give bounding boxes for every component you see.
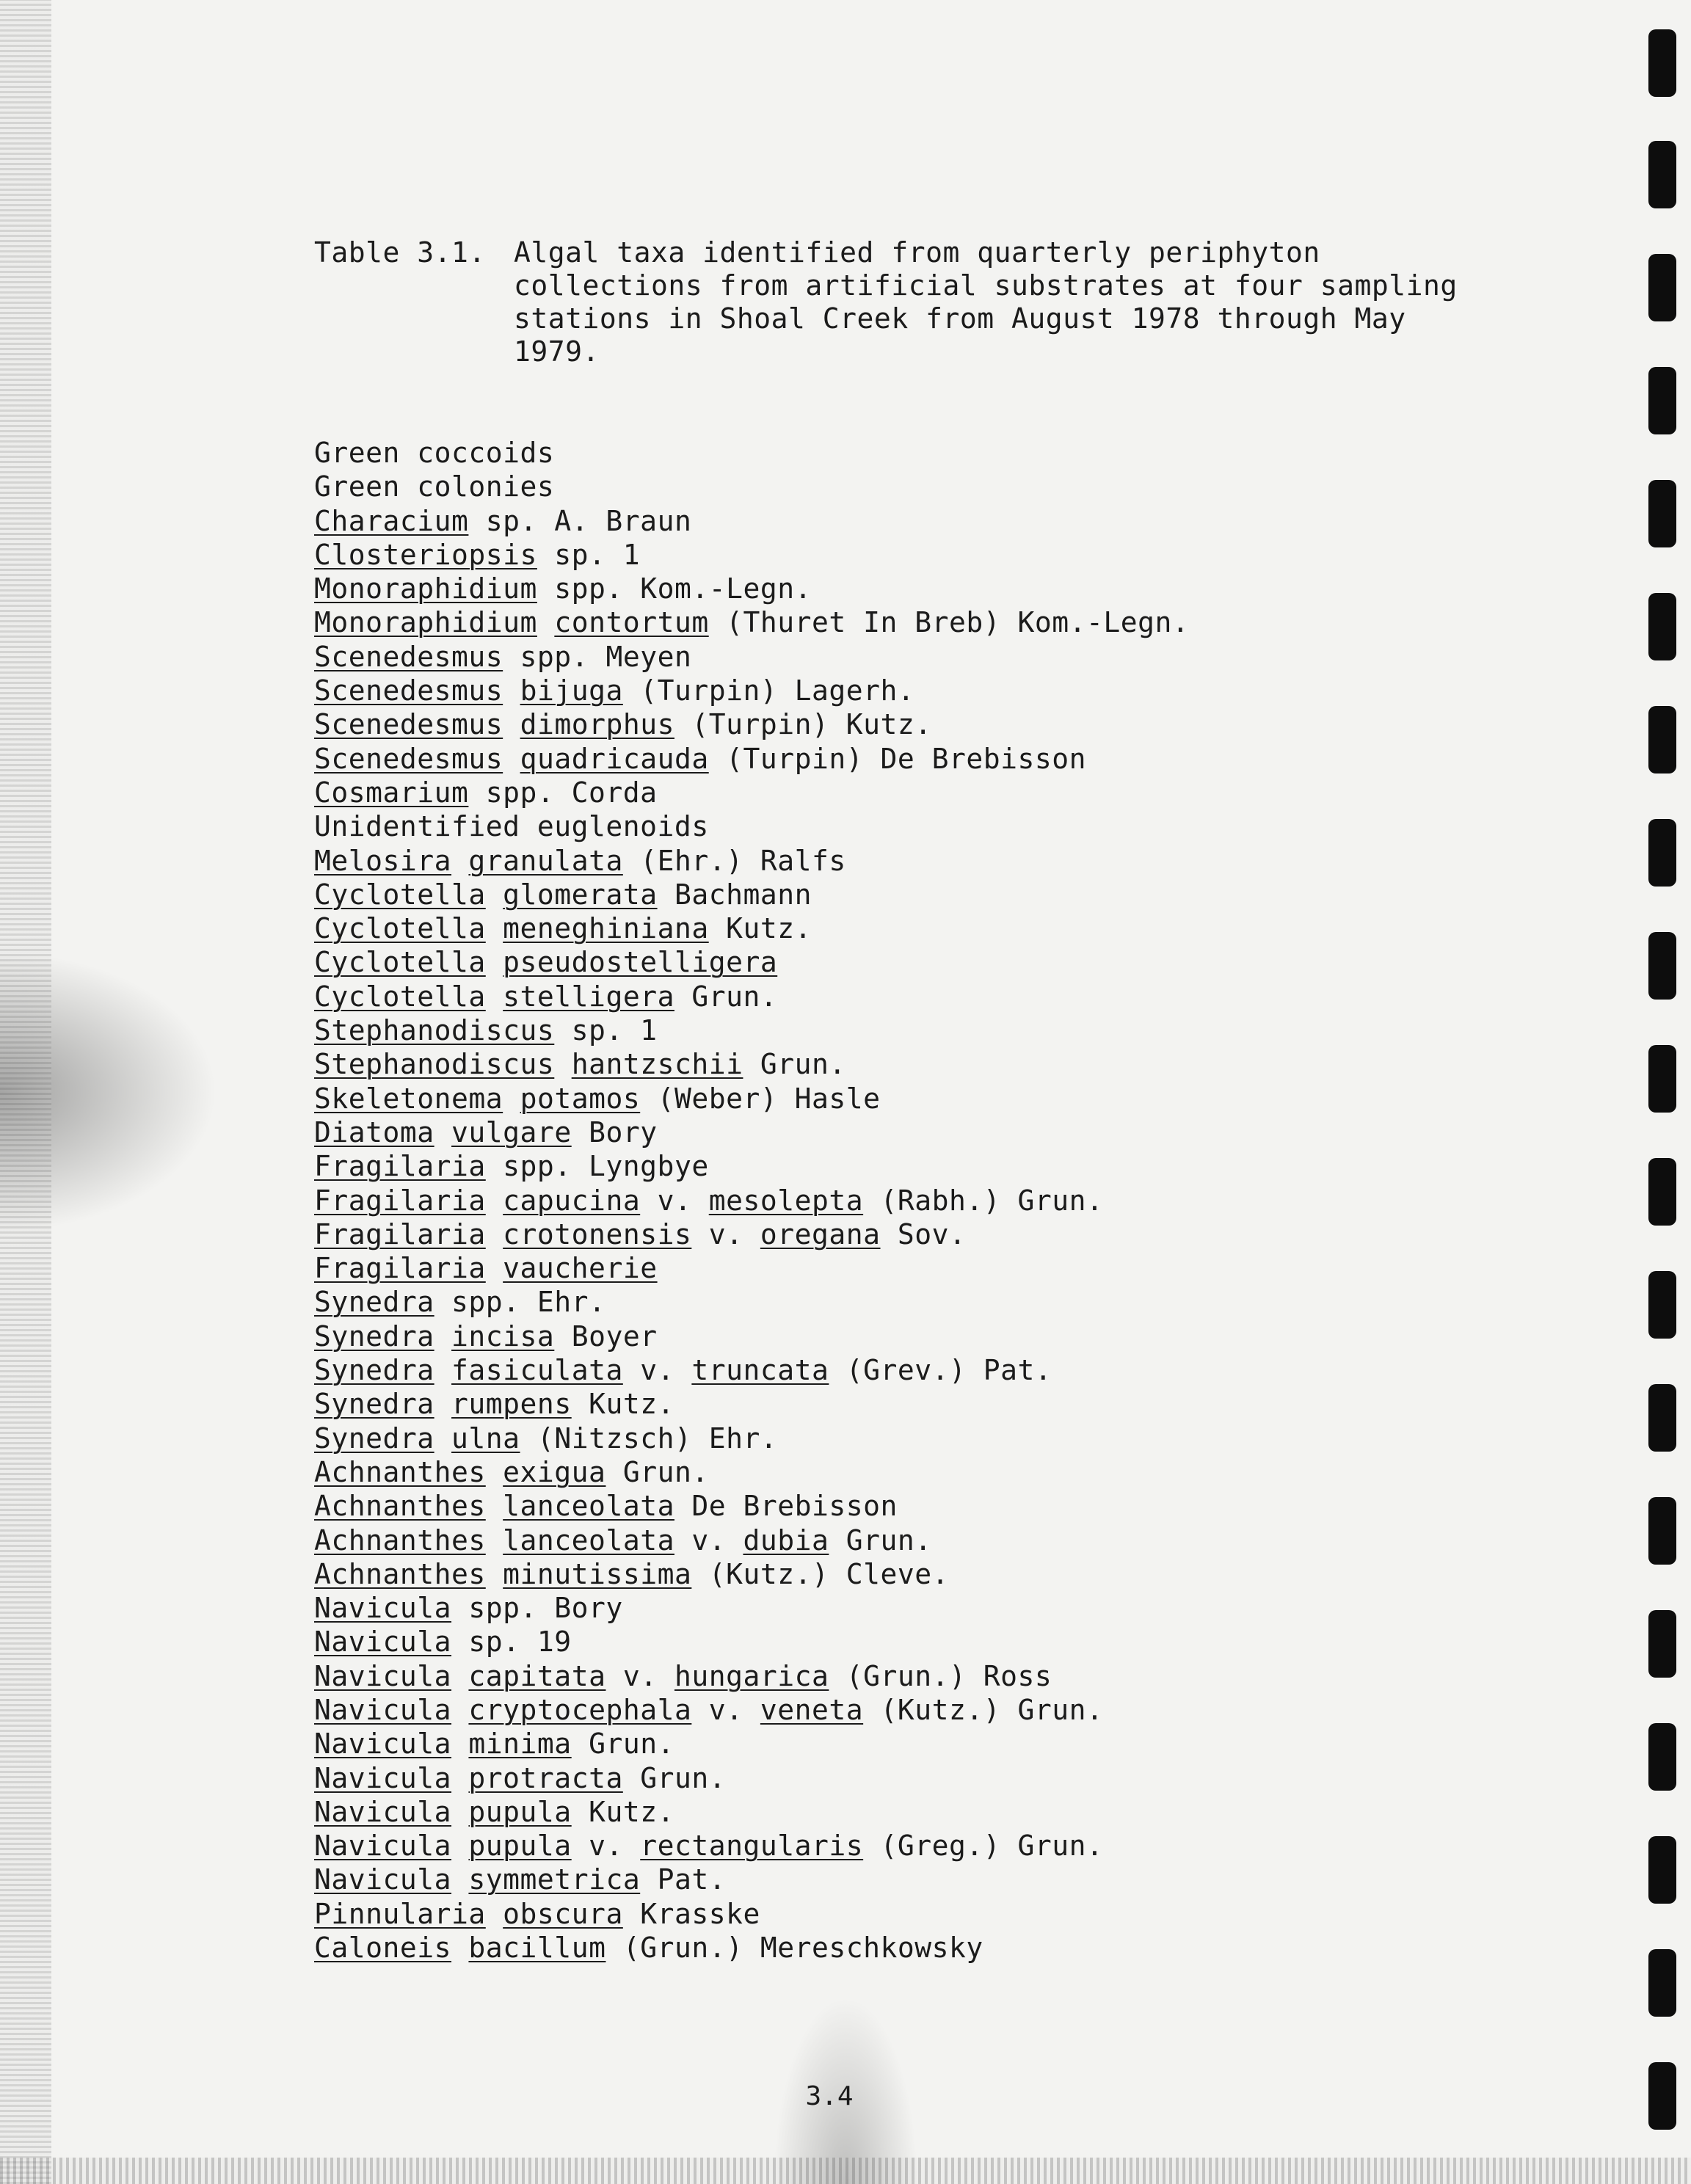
taxon-text	[503, 743, 520, 775]
taxon-entry	[314, 1149, 1562, 1183]
punch-hole	[1648, 1158, 1676, 1226]
taxon-name-underlined: vulgare	[451, 1115, 572, 1149]
taxon-text: Unidentified euglenoids	[314, 810, 709, 843]
taxon-text: (Kutz.) Grun.	[863, 1693, 1104, 1726]
taxon-text: (Turpin) De Brebisson	[708, 742, 1087, 775]
taxon-name-underlined: Achnanthes	[314, 1557, 486, 1590]
taxon-text: spp. Meyen	[503, 640, 692, 673]
taxon-text	[486, 946, 503, 978]
taxon-name-underlined: contortum	[554, 606, 709, 639]
taxon-text: spp. Corda	[468, 776, 658, 809]
punch-hole	[1648, 1836, 1676, 1904]
taxon-name-underlined: mesolepta	[708, 1184, 864, 1217]
taxon-name-underlined: pseudostelligera	[503, 946, 778, 979]
taxon-text	[434, 1422, 451, 1455]
punch-hole	[1648, 254, 1676, 321]
taxon-entry	[314, 911, 1562, 945]
punch-hole	[1648, 1497, 1676, 1565]
taxon-name-underlined: dubia	[743, 1524, 829, 1557]
taxon-entry	[314, 1422, 1562, 1455]
taxon-text: (Grun.) Ross	[829, 1659, 1052, 1692]
taxon-text	[486, 1218, 503, 1251]
taxon-text	[486, 1558, 503, 1590]
taxon-name-underlined: Scenedesmus	[314, 742, 503, 775]
table-caption-label: Table 3.1.	[314, 236, 486, 269]
taxon-name-underlined: symmetrica	[468, 1863, 641, 1896]
taxon-text: Krasske	[622, 1897, 760, 1930]
taxon-entry	[314, 1285, 1562, 1319]
taxon-text	[486, 1898, 503, 1930]
taxon-text: Grun.	[571, 1728, 674, 1761]
taxon-name-underlined: Melosira	[314, 844, 452, 877]
taxon-text	[451, 1932, 468, 1964]
taxon-text	[451, 1660, 468, 1692]
taxon-name-underlined: Cyclotella	[314, 980, 486, 1013]
taxon-text	[434, 1388, 451, 1420]
taxon-name-underlined: fasiculata	[451, 1354, 623, 1387]
taxon-name-underlined: Synedra	[314, 1388, 434, 1421]
taxon-text: (Kutz.) Cleve.	[691, 1557, 950, 1590]
taxon-text: Grun.	[606, 1455, 709, 1488]
taxon-text	[434, 1354, 451, 1386]
taxon-name-underlined: dimorphus	[520, 708, 674, 741]
taxon-text	[451, 1694, 468, 1726]
taxon-entry	[314, 1489, 1562, 1523]
taxon-entry	[314, 640, 1562, 674]
taxon-entry	[314, 1251, 1562, 1285]
taxon-name-underlined: Skeletonema	[314, 1082, 503, 1115]
taxon-entry	[314, 776, 1562, 809]
taxon-name-underlined: protracta	[468, 1761, 623, 1794]
taxon-entry	[314, 878, 1562, 911]
taxon-name-underlined: Navicula	[314, 1795, 452, 1828]
taxon-name-underlined: Navicula	[314, 1863, 452, 1896]
page-number: 3.4	[805, 2081, 854, 2111]
taxon-text: v.	[674, 1524, 743, 1557]
taxon-name-underlined: Monoraphidium	[314, 572, 537, 605]
taxon-text: Kutz.	[571, 1388, 674, 1421]
taxon-text: Grun.	[829, 1524, 932, 1557]
taxon-text	[451, 845, 468, 877]
taxon-text	[554, 1048, 571, 1080]
taxon-entry	[314, 1047, 1562, 1081]
taxon-entry	[314, 1625, 1562, 1659]
taxon-text: spp. Ehr.	[434, 1286, 606, 1319]
taxon-text: Bory	[571, 1115, 658, 1149]
taxon-entry	[314, 538, 1562, 572]
taxon-entry	[314, 1455, 1562, 1489]
taxon-name-underlined: Fragilaria	[314, 1252, 486, 1285]
taxon-text: (Grev.) Pat.	[829, 1354, 1052, 1387]
taxon-entry	[314, 1931, 1562, 1965]
taxon-entry	[314, 572, 1562, 605]
taxon-text	[486, 912, 503, 944]
taxon-entry	[314, 809, 1562, 843]
taxon-text: sp. 19	[451, 1626, 572, 1659]
taxon-text: spp. Kom.-Legn.	[537, 572, 812, 605]
taxon-text: De Brebisson	[674, 1490, 898, 1523]
punch-hole	[1648, 819, 1676, 887]
taxon-name-underlined: Synedra	[314, 1354, 434, 1387]
taxon-text	[537, 606, 554, 638]
punch-hole	[1648, 932, 1676, 1000]
taxon-entry	[314, 707, 1562, 741]
taxon-text: Bachmann	[657, 878, 812, 911]
taxon-entry	[314, 1013, 1562, 1047]
taxon-entry	[314, 1727, 1562, 1761]
taxon-text	[486, 980, 503, 1013]
taxon-name-underlined: pupula	[468, 1795, 572, 1828]
taxon-name-underlined: Synedra	[314, 1422, 434, 1455]
taxon-text	[503, 674, 520, 707]
taxon-name-underlined: Scenedesmus	[314, 640, 503, 673]
taxon-text: v.	[606, 1659, 674, 1692]
scan-edge-left	[0, 0, 51, 2184]
taxa-list	[314, 436, 1562, 1965]
taxon-text	[451, 1762, 468, 1794]
taxon-name-underlined: capucina	[503, 1184, 641, 1217]
taxon-text: Pat.	[640, 1863, 727, 1896]
taxon-name-underlined: exigua	[503, 1455, 606, 1488]
taxon-text: (Weber) Hasle	[640, 1082, 881, 1115]
binder-punch-holes	[1648, 29, 1676, 2172]
taxon-text	[486, 1490, 503, 1522]
punch-hole	[1648, 1723, 1676, 1791]
taxon-text	[503, 1082, 520, 1115]
taxon-name-underlined: Stephanodiscus	[314, 1014, 555, 1047]
taxon-entry	[314, 1524, 1562, 1557]
taxon-name-underlined: bacillum	[468, 1932, 606, 1965]
punch-hole	[1648, 1610, 1676, 1678]
taxon-text: (Rabh.) Grun.	[863, 1184, 1104, 1217]
taxon-name-underlined: lanceolata	[503, 1490, 674, 1523]
scan-edge-bottom	[0, 2158, 1691, 2184]
taxon-name-underlined: Cyclotella	[314, 946, 486, 979]
taxon-name-underlined: rumpens	[451, 1388, 572, 1421]
taxon-name-underlined: Synedra	[314, 1286, 434, 1319]
punch-hole	[1648, 1384, 1676, 1452]
taxon-text: v.	[691, 1217, 760, 1251]
taxon-entry	[314, 1387, 1562, 1421]
taxon-text	[451, 1863, 468, 1896]
taxon-name-underlined: Achnanthes	[314, 1455, 486, 1488]
taxon-name-underlined: potamos	[520, 1082, 641, 1115]
taxon-text: v.	[571, 1830, 641, 1863]
taxon-name-underlined: Pinnularia	[314, 1897, 486, 1930]
taxon-entry	[314, 1829, 1562, 1863]
taxon-name-underlined: incisa	[451, 1320, 555, 1353]
taxon-name-underlined: Closteriopsis	[314, 538, 537, 571]
taxon-entry	[314, 1761, 1562, 1795]
punch-hole	[1648, 1045, 1676, 1113]
taxon-text	[486, 1184, 503, 1217]
taxon-name-underlined: Synedra	[314, 1320, 434, 1353]
table-caption	[314, 236, 1459, 368]
taxon-name-underlined: Caloneis	[314, 1932, 452, 1965]
taxon-entry	[314, 1659, 1562, 1693]
punch-hole	[1648, 29, 1676, 97]
taxon-text	[434, 1116, 451, 1149]
taxon-text	[486, 1524, 503, 1557]
punch-hole	[1648, 480, 1676, 547]
taxon-entry	[314, 1082, 1562, 1115]
taxon-name-underlined: Navicula	[314, 1761, 452, 1794]
taxon-entry	[314, 1217, 1562, 1251]
taxon-text: sp. 1	[554, 1014, 658, 1047]
taxon-name-underlined: vaucherie	[503, 1252, 658, 1285]
taxon-entry	[314, 1115, 1562, 1149]
taxon-text: Grun.	[743, 1048, 846, 1081]
taxon-name-underlined: veneta	[760, 1693, 864, 1726]
taxon-text: (Thuret In Breb) Kom.-Legn.	[708, 606, 1190, 639]
punch-hole	[1648, 706, 1676, 774]
taxon-name-underlined: Fragilaria	[314, 1150, 486, 1183]
taxon-name-underlined: Cyclotella	[314, 878, 486, 911]
taxon-name-underlined: lanceolata	[503, 1524, 674, 1557]
taxon-entry	[314, 1863, 1562, 1896]
taxon-name-underlined: Achnanthes	[314, 1490, 486, 1523]
punch-hole	[1648, 593, 1676, 660]
taxon-name-underlined: Cosmarium	[314, 776, 469, 809]
taxon-text	[503, 708, 520, 740]
taxon-name-underlined: hantzschii	[571, 1048, 743, 1081]
taxon-entry	[314, 1897, 1562, 1931]
taxon-name-underlined: granulata	[468, 844, 623, 877]
taxon-entry	[314, 1184, 1562, 1217]
taxon-entry	[314, 742, 1562, 776]
taxon-entry	[314, 1693, 1562, 1727]
taxon-entry	[314, 436, 1562, 470]
taxon-entry	[314, 1557, 1562, 1591]
taxon-name-underlined: Achnanthes	[314, 1524, 486, 1557]
taxon-name-underlined: stelligera	[503, 980, 674, 1013]
taxon-name-underlined: obscura	[503, 1897, 623, 1930]
taxon-text: (Turpin) Lagerh.	[622, 674, 915, 707]
taxon-text: Grun.	[674, 980, 778, 1013]
taxon-entry	[314, 605, 1562, 639]
taxon-text	[486, 878, 503, 911]
taxon-text	[451, 1796, 468, 1828]
taxon-name-underlined: glomerata	[503, 878, 658, 911]
taxon-name-underlined: minutissima	[503, 1557, 692, 1590]
taxon-entry	[314, 504, 1562, 538]
taxon-name-underlined: Fragilaria	[314, 1184, 486, 1217]
taxon-text: sp. A. Braun	[468, 504, 692, 537]
taxon-name-underlined: Monoraphidium	[314, 606, 537, 639]
taxon-entry	[314, 1320, 1562, 1353]
taxon-text: (Nitzsch) Ehr.	[520, 1422, 778, 1455]
table-caption-text: Algal taxa identified from quarterly periphyton collections from artificial substrates at four sampling stations in Shoal Creek from August 1978 through May 1979.	[514, 236, 1458, 368]
taxon-text: sp. 1	[537, 538, 641, 571]
taxon-text: Boyer	[554, 1320, 658, 1353]
taxon-name-underlined: pupula	[468, 1830, 572, 1863]
taxon-entry	[314, 980, 1562, 1013]
taxon-name-underlined: Cyclotella	[314, 912, 486, 945]
taxon-name-underlined: Navicula	[314, 1728, 452, 1761]
taxon-text	[486, 1456, 503, 1488]
taxon-text: v.	[640, 1184, 709, 1217]
taxon-name-underlined: Characium	[314, 504, 469, 537]
taxon-entry	[314, 1353, 1562, 1387]
taxon-name-underlined: meneghiniana	[503, 912, 709, 945]
taxon-name-underlined: Diatoma	[314, 1115, 434, 1149]
taxon-text: (Greg.) Grun.	[863, 1830, 1104, 1863]
taxon-name-underlined: Navicula	[314, 1592, 452, 1625]
taxon-text: Green colonies	[314, 470, 555, 503]
taxon-entry	[314, 470, 1562, 503]
punch-hole	[1648, 141, 1676, 208]
taxon-text: spp. Lyngbye	[485, 1150, 709, 1183]
taxon-name-underlined: truncata	[691, 1354, 829, 1387]
taxon-name-underlined: oregana	[760, 1217, 881, 1251]
taxon-name-underlined: Fragilaria	[314, 1217, 486, 1251]
taxon-text: v.	[622, 1354, 692, 1387]
taxon-name-underlined: ulna	[451, 1422, 520, 1455]
taxon-name-underlined: minima	[468, 1728, 572, 1761]
taxon-name-underlined: Navicula	[314, 1659, 452, 1692]
taxon-text: Green coccoids	[314, 437, 555, 469]
taxon-text: (Turpin) Kutz.	[674, 708, 932, 741]
taxon-name-underlined: hungarica	[674, 1659, 829, 1692]
taxon-text	[486, 1252, 503, 1284]
taxon-text	[451, 1830, 468, 1862]
taxon-name-underlined: Navicula	[314, 1830, 452, 1863]
taxon-text	[434, 1320, 451, 1353]
taxon-name-underlined: rectangularis	[640, 1830, 864, 1863]
taxon-entry	[314, 674, 1562, 707]
taxon-name-underlined: Scenedesmus	[314, 674, 503, 707]
taxon-name-underlined: crotonensis	[503, 1217, 692, 1251]
taxon-name-underlined: bijuga	[520, 674, 623, 707]
punch-hole	[1648, 2062, 1676, 2130]
taxon-entry	[314, 1591, 1562, 1625]
taxon-name-underlined: Scenedesmus	[314, 708, 503, 741]
taxon-text: (Ehr.) Ralfs	[622, 844, 846, 877]
taxon-entry	[314, 1795, 1562, 1829]
taxon-name-underlined: Navicula	[314, 1626, 452, 1659]
taxon-text: (Grun.) Mereschkowsky	[606, 1932, 983, 1965]
punch-hole	[1648, 1271, 1676, 1339]
taxon-text: Sov.	[880, 1217, 967, 1251]
punch-hole	[1648, 1949, 1676, 2017]
taxon-name-underlined: quadricauda	[520, 742, 709, 775]
taxon-name-underlined: capitata	[468, 1659, 606, 1692]
taxon-name-underlined: Navicula	[314, 1693, 452, 1726]
taxon-text: Kutz.	[571, 1795, 674, 1828]
taxon-name-underlined: Stephanodiscus	[314, 1048, 555, 1081]
taxon-text: Kutz.	[708, 912, 812, 945]
taxon-name-underlined: cryptocephala	[468, 1693, 692, 1726]
taxon-entry	[314, 844, 1562, 878]
taxon-text: v.	[691, 1693, 760, 1726]
taxon-text: Grun.	[622, 1761, 727, 1794]
taxon-text: spp. Bory	[451, 1592, 623, 1625]
taxon-text	[451, 1728, 468, 1760]
punch-hole	[1648, 367, 1676, 434]
taxon-entry	[314, 945, 1562, 979]
